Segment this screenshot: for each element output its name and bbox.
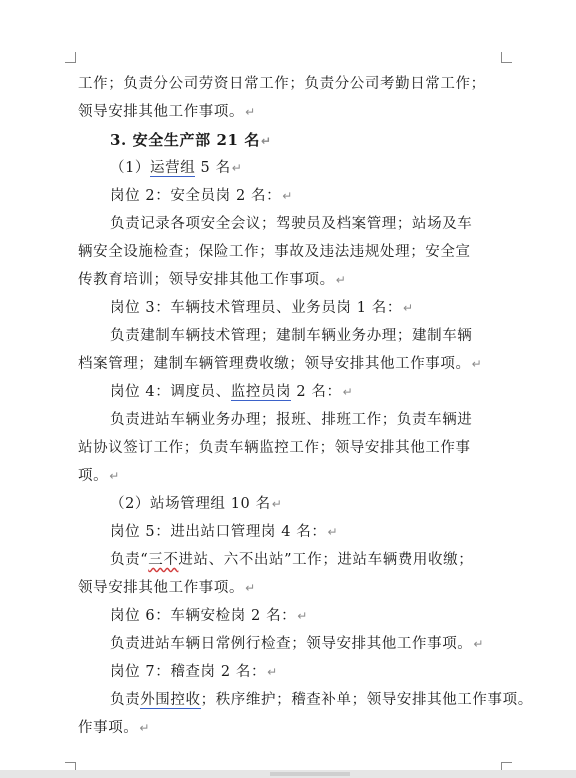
paragraph-mark-icon: ↵: [245, 581, 256, 595]
paragraph-mark-icon: ↵: [139, 721, 151, 735]
post-title: 岗位 2：安全员岗 2 名：↵: [110, 188, 293, 204]
text-line: 站协议签订工作；负责车辆监控工作；领导安排其他工作事: [78, 440, 471, 456]
paragraph-mark-icon: ↵: [271, 497, 283, 511]
spellcheck-underlined-text: 三不: [148, 552, 179, 568]
section-heading: 3. 安全生产部 21 名↵: [110, 131, 272, 149]
paragraph-mark-icon: ↵: [261, 134, 272, 148]
text-line: 领导安排其他工作事项。↵: [78, 580, 256, 596]
paragraph-mark-icon: ↵: [327, 525, 339, 539]
paragraph-mark-icon: ↵: [297, 609, 308, 623]
underlined-text: 监控员岗: [230, 384, 292, 400]
text-line: 辆安全设施检查；保险工作；事故及违法违规处理；安全宣: [78, 244, 471, 260]
text-line: 负责“三不进站、六不出站”工作；进站车辆费用收缴；: [110, 552, 474, 568]
text-line: 传教育培训；领导安排其他工作事项。↵: [78, 272, 347, 288]
post-title: 岗位 6：车辆安检岗 2 名：↵: [110, 608, 308, 624]
subsection-heading: （2）站场管理组 10 名↵: [110, 496, 283, 512]
subsection-heading: （1）运营组 5 名↵: [110, 160, 243, 176]
text-line: 负责进站车辆日常例行检查；领导安排其他工作事项。↵: [110, 636, 485, 652]
paragraph-mark-icon: ↵: [473, 637, 485, 651]
post-title: 岗位 4：调度员、监控员岗 2 名：↵: [110, 384, 354, 400]
scrollbar-thumb[interactable]: [270, 772, 350, 776]
paragraph-mark-icon: ↵: [342, 385, 354, 399]
paragraph-mark-icon: ↵: [402, 301, 414, 315]
post-title: 岗位 3：车辆技术管理员、业务员岗 1 名：↵: [110, 300, 414, 316]
text-line: 领导安排其他工作事项。↵: [78, 104, 256, 120]
paragraph-mark-icon: ↵: [267, 665, 278, 679]
document-page[interactable]: [78, 70, 533, 742]
text-line: 负责进站车辆业务办理；报班、排班工作；负责车辆进: [110, 412, 473, 428]
page-corner-mark-top-right: [501, 52, 512, 63]
text-line: 负责记录各项安全会议；驾驶员及档案管理；站场及车: [110, 216, 473, 232]
text-line: 负责外围控收；秩序维护；稽查补单；领导安排其他工作事项。: [110, 692, 533, 708]
page-corner-mark-top-left: [65, 52, 76, 63]
text-line: 档案管理；建制车辆管理费收缴；领导安排其他工作事项。↵: [78, 356, 483, 372]
text-line: 作事项。↵: [78, 720, 151, 736]
paragraph-mark-icon: ↵: [245, 105, 256, 119]
text-line: 项。↵: [78, 468, 120, 484]
paragraph-mark-icon: ↵: [231, 161, 243, 175]
underlined-text: 外围控收: [140, 692, 201, 708]
paragraph-mark-icon: ↵: [335, 273, 347, 287]
paragraph-mark-icon: ↵: [109, 469, 120, 483]
post-title: 岗位 5：进出站口管理岗 4 名：↵: [110, 524, 339, 540]
underlined-text: 运营组: [150, 160, 196, 176]
text-line: 负责建制车辆技术管理；建制车辆业务办理；建制车辆: [110, 328, 473, 344]
post-title: 岗位 7：稽查岗 2 名：↵: [110, 664, 278, 680]
horizontal-scrollbar[interactable]: [0, 770, 576, 778]
text-line: 工作；负责分公司劳资日常工作；负责分公司考勤日常工作；: [78, 76, 486, 92]
paragraph-mark-icon: ↵: [282, 189, 293, 203]
paragraph-mark-icon: ↵: [471, 357, 483, 371]
